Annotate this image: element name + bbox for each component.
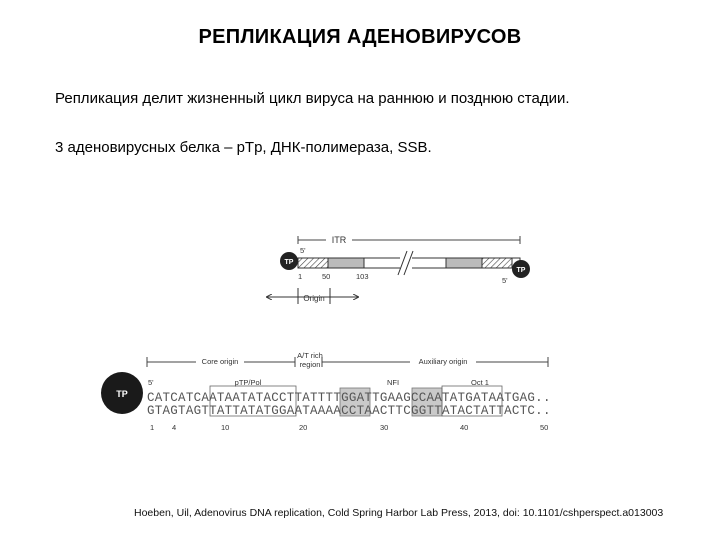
citation: Hoeben, Uil, Adenovirus DNA replication, Cold Spring Harbor Lab Press, 2013, doi: 10.1101/cshperspect.a013003 — [134, 507, 664, 519]
seq-pos-4: 4 — [172, 423, 177, 432]
prime-right: 5' — [502, 276, 508, 285]
oct1-label: Oct 1 — [471, 378, 489, 387]
paragraph-replication: Репликация делит жизненный цикл вируса на раннюю и позднюю стадии. — [55, 90, 570, 107]
itr-label: ITR — [331, 235, 347, 245]
sequence-bottom: GTAGTAGTTATTATATGGAATAAAACCTAACTTCGGTTATACTATTACTC.. — [147, 404, 551, 418]
prime-5: 5' — [148, 378, 154, 387]
ptp-pol-label: pTP/Pol — [234, 378, 262, 387]
at-rich-label-1: A/T rich — [297, 351, 323, 360]
svg-text:TP: TP — [284, 259, 294, 266]
svg-text:TP: TP — [516, 267, 526, 274]
seq-pos-30: 30 — [380, 423, 389, 432]
core-origin-label: Core origin — [201, 357, 239, 366]
pos-50: 50 — [322, 272, 331, 281]
seq-pos-20: 20 — [299, 423, 308, 432]
auxiliary-origin-label: Auxiliary origin — [418, 357, 468, 366]
paragraph-proteins: 3 аденовирусных белка – pTp, ДНК-полимераза, SSB. — [55, 139, 432, 156]
origin-label: Origin — [303, 294, 325, 303]
svg-text:TP: TP — [116, 389, 128, 399]
seq-pos-40: 40 — [460, 423, 469, 432]
sequence-top: CATCATCAATAATATACCTTATTTTGGATTGAAGCCAATATGATAATGAG.. — [147, 391, 551, 405]
region-brackets — [147, 351, 548, 369]
pos-1: 1 — [298, 272, 303, 281]
seq-pos-10: 10 — [221, 423, 230, 432]
at-rich-label-2: region — [299, 360, 321, 369]
nfi-label: NFI — [386, 378, 400, 387]
tp-circle — [101, 372, 143, 414]
prime-left: 5' — [300, 246, 306, 255]
seq-pos-1: 1 — [150, 423, 155, 432]
slide-title: РЕПЛИКАЦИЯ АДЕНОВИРУСОВ — [198, 26, 522, 48]
seq-pos-50: 50 — [540, 423, 549, 432]
pos-103: 103 — [356, 272, 369, 281]
